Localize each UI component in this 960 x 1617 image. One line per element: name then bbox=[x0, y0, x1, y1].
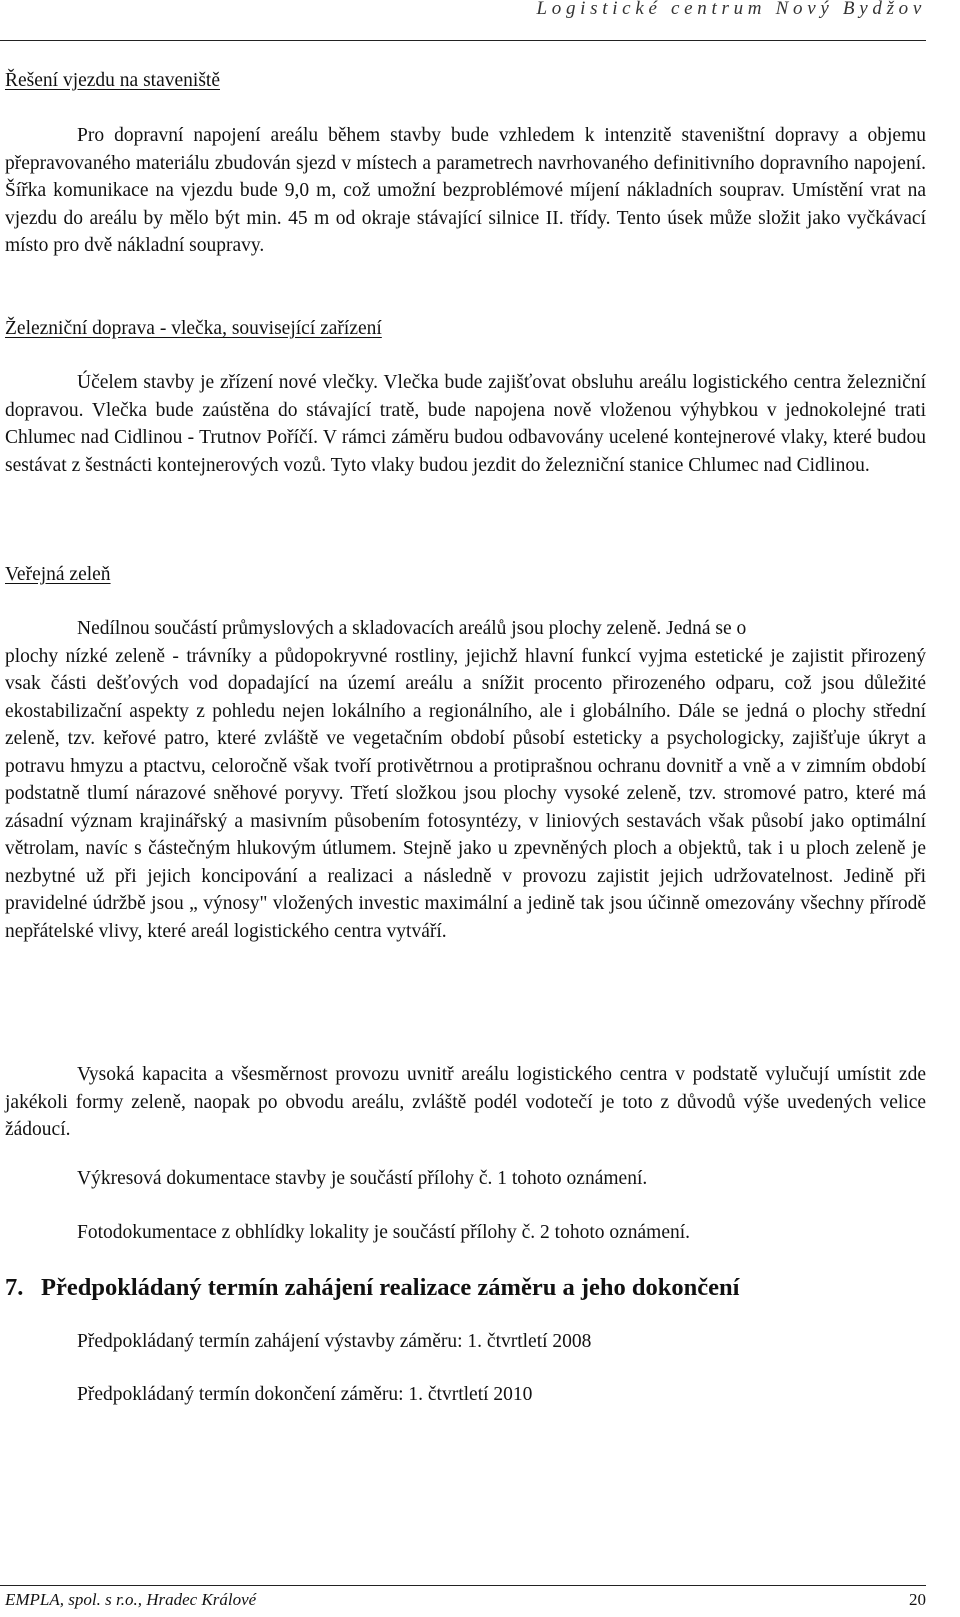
footer-company: EMPLA, spol. s r.o., Hradec Králové bbox=[5, 1590, 257, 1609]
heading-zeleznice: Železniční doprava - vlečka, související zařízení bbox=[5, 318, 382, 339]
page-header bbox=[0, 0, 926, 41]
line-termin-start: Předpokládaný termín zahájení výstavby záměru: 1. čtvrtletí 2008 bbox=[77, 1331, 592, 1352]
heading-vjezd: Řešení vjezdu na staveniště bbox=[5, 70, 220, 91]
section-7-title: Předpokládaný termín zahájení realizace záměru a jeho dokončení bbox=[41, 1274, 740, 1301]
line-foto-wrap bbox=[5, 1222, 926, 1244]
header-title: Logistické centrum Nový Bydžov bbox=[536, 0, 926, 19]
section-7-number: 7. bbox=[5, 1274, 24, 1301]
section-7-heading bbox=[5, 1274, 926, 1302]
section-zeleznice bbox=[5, 318, 926, 340]
paragraph-zelen-2-wrap bbox=[5, 1061, 926, 1144]
line-start-wrap bbox=[5, 1331, 926, 1353]
line-foto: Fotodokumentace z obhlídky lokality je součástí přílohy č. 2 tohoto oznámení. bbox=[77, 1222, 691, 1243]
paragraph-zeleznice-wrap bbox=[5, 369, 926, 479]
footer-rule bbox=[0, 1585, 926, 1586]
line-vykresova-wrap bbox=[5, 1168, 926, 1190]
line-termin-end: Předpokládaný termín dokončení záměru: 1. čtvrtletí 2010 bbox=[77, 1384, 533, 1405]
section-zelen bbox=[5, 564, 926, 586]
paragraph-zeleznice: Účelem stavby je zřízení nové vlečky. Vlečka bude zajišťovat obsluhu areálu logistického centra železniční dopravou. Vlečka bude zaústěna do stávající tratě, bude napojena nově vloženou výhybkou v jednokolejné trati Chlumec nad Cidlinou - Trutnov Poříčí. V rámci záměru budou odbavovány ucelené kontejnerové vlaky, které budou sestávat z šestnácti kontejnerových vozů. Tyto vlaky budou jezdit do železniční stanice Chlumec nad Cidlinou. bbox=[5, 372, 926, 476]
paragraph-zelen-1-wrap bbox=[5, 615, 926, 945]
section-vjezd bbox=[5, 70, 926, 92]
paragraph-zelen-2: Vysoká kapacita a všesměrnost provozu uvnitř areálu logistického centra v podstatě vylučují umístit zde jakékoli formy zeleně, naopak po obvodu areálu, zvláště podél vodotečí je toto z důvodů výše uvedených velice žádoucí. bbox=[5, 1064, 926, 1140]
paragraph-zelen-1: plochy nízké zeleně - trávníky a půdopokryvné rostliny, jejichž hlavní funkcí vyjma estetické je zajistit přirozený vsak části dešťových vod dopadající na území areálu a snížit procento přirozeného odparu, což jsou důležité ekostabilizační aspekty z pohledu nejen lokálního a regionálního, ale i globálního. Dále se jedná o plochy střední zeleně, tzv. keřové patro, které zvláště ve vegetačním období působí esteticky a psychologicky, zajišťuje úkryt a potravu hmyzu a ptactvu, celoročně však tvoří protivětrnou a protiprašnou ochranu dovnitř a vně a v zimním období podstatně tlumí nárazové sněhové poryvy. Třetí složkou jsou plochy vysoké zeleně, tzv. stromové patro, které má zásadní význam krajinářský a masivním působením fotosyntézy, v liniových sestavách však působí jako optimální větrolam, navíc s částečným hlukovým útlumem. Stejně jako u zpevněných ploch a objektů, tak i u ploch zeleně je nezbytné už při jejich koncipování a realizaci a následně v provozu zajistit jejich udržovatelnost. Jedině při pravidelné údržbě jsou „ výnosy" vložených investic maximální a jedině tak jsou účinně omezovány všechny přírodě nepřátelské vlivy, které areál logistického centra vytváří. bbox=[5, 645, 926, 942]
footer-page-number: 20 bbox=[909, 1590, 926, 1609]
line-end-wrap bbox=[5, 1384, 926, 1406]
line-vykresova: Výkresová dokumentace stavby je součástí přílohy č. 1 tohoto oznámení. bbox=[77, 1168, 648, 1189]
paragraph-vjezd-wrap bbox=[5, 122, 926, 260]
paragraph-vjezd: Pro dopravní napojení areálu během stavby bude vzhledem k intenzitě staveništní dopravy a objemu přepravovaného materiálu zbudován sjezd v místech a parametrech navrhovaného definitivního dopravního napojení. Šířka komunikace na vjezdu bude 9,0 m, což umožní bezproblémové míjení nákladních souprav. Umístění vrat na vjezdu do areálu by mělo být min. 45 m od okraje stávající silnice II. třídy. Tento úsek může složit jako vyčkávací místo pro dvě nákladní soupravy. bbox=[5, 125, 926, 256]
heading-zelen: Veřejná zeleň bbox=[5, 564, 111, 585]
section-termin bbox=[5, 1274, 926, 1302]
paragraph-zelen-1-first-line: Nedílnou součástí průmyslových a skladovacích areálů jsou plochy zeleně. Jedná se o bbox=[77, 618, 747, 639]
